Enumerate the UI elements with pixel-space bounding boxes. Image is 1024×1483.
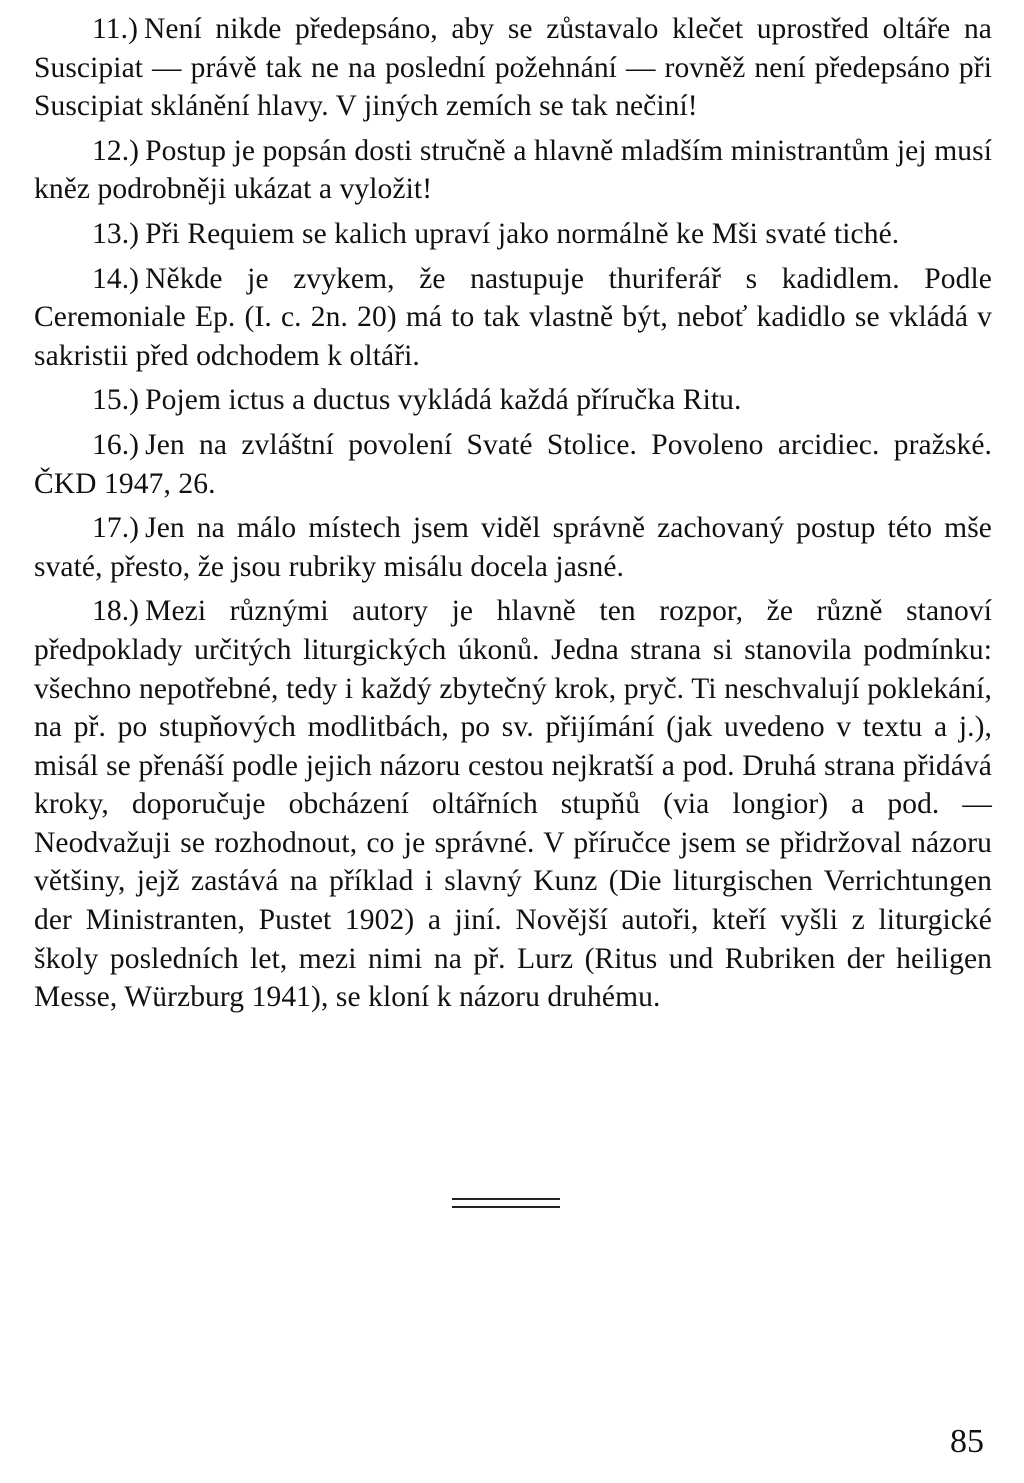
endnote-13 [34, 215, 992, 254]
endnote-number: 14.) [92, 262, 140, 295]
endnote-14 [34, 260, 992, 376]
endnote-number: 15.) [92, 384, 140, 417]
section-divider-line [452, 1198, 560, 1200]
endnote-text: Pojem ictus a ductus vykládá každá příručka Ritu. [145, 384, 742, 417]
endnote-text: Postup je popsán dosti stručně a hlavně mladším ministrantům jej musí kněz podrobněji ukázat a vyložit! [34, 134, 992, 206]
endnote-11 [34, 10, 992, 126]
endnote-number: 17.) [92, 512, 140, 545]
section-divider-line [452, 1206, 560, 1208]
endnote-text: Při Requiem se kalich upraví jako normálně ke Mši svaté tiché. [145, 217, 900, 250]
endnote-18 [34, 592, 992, 1017]
endnote-number: 13.) [92, 217, 140, 250]
endnote-text: Jen na málo místech jsem viděl správně zachovaný postup této mše svaté, přesto, že jsou rubriky misálu docela jasné. [34, 512, 992, 583]
endnote-text: Není nikde předepsáno, aby se zůstavalo klečet uprostřed oltáře na Suscipiat — právě tak ne na poslední požehnání — rovněž není předepsáno při Suscipiat sklánění hlavy. V jiných zemích se tak nečiní! [34, 13, 992, 123]
endnote-number: 11.) [92, 13, 139, 45]
endnote-number: 18.) [92, 595, 140, 628]
endnote-number: 16.) [92, 428, 140, 461]
endnote-12 [34, 132, 992, 209]
endnote-text: Někde je zvykem, že nastupuje thuriferář s kadidlem. Podle Ceremoniale Ep. (I. c. 2n. 20) má to tak vlastně být, neboť kadidlo se vkládá v sakristii před odchodem k oltáři. [34, 262, 992, 372]
endnote-text: Mezi různými autory je hlavně ten rozpor, že různě stanoví předpoklady určitých liturgických úkonů. Jedna strana si stanovila podmínku: všechno nepotřebné, tedy i každý zbytečný krok, pryč. Ti neschvalují poklekání, na př. po stupňových modlitbách, po sv. přijímání (jak uvedeno v textu a j.), misál se přenáší podle jejich názoru cestou nejkratší a pod. Druhá strana přidává kroky, doporučuje obcházení oltářních stupňů (via longior) a pod. — Neodvažuji se rozhodnout, co je správné. V příručce jsem se přidržoval názoru většiny, jejž zastává na příklad i slavný Kunz (Die liturgischen Verrichtungen der Ministranten, Pustet 1902) a jiní. Novější autoři, kteří vyšli z liturgické školy posledních let, mezi nimi na př. Lurz (Ritus und Rubriken der heiligen Messe, Würzburg 1941), se kloní k názoru druhému. [34, 595, 992, 1014]
endnote-15 [34, 381, 992, 420]
endnote-17 [34, 509, 992, 586]
page-number: 85 [950, 1423, 984, 1460]
endnote-number: 12.) [92, 134, 140, 167]
endnote-16 [34, 426, 992, 503]
endnotes-list [34, 10, 992, 1017]
endnote-text: Jen na zvláštní povolení Svaté Stolice. Povoleno arcidiec. pražské. ČKD 1947, 26. [34, 428, 992, 500]
